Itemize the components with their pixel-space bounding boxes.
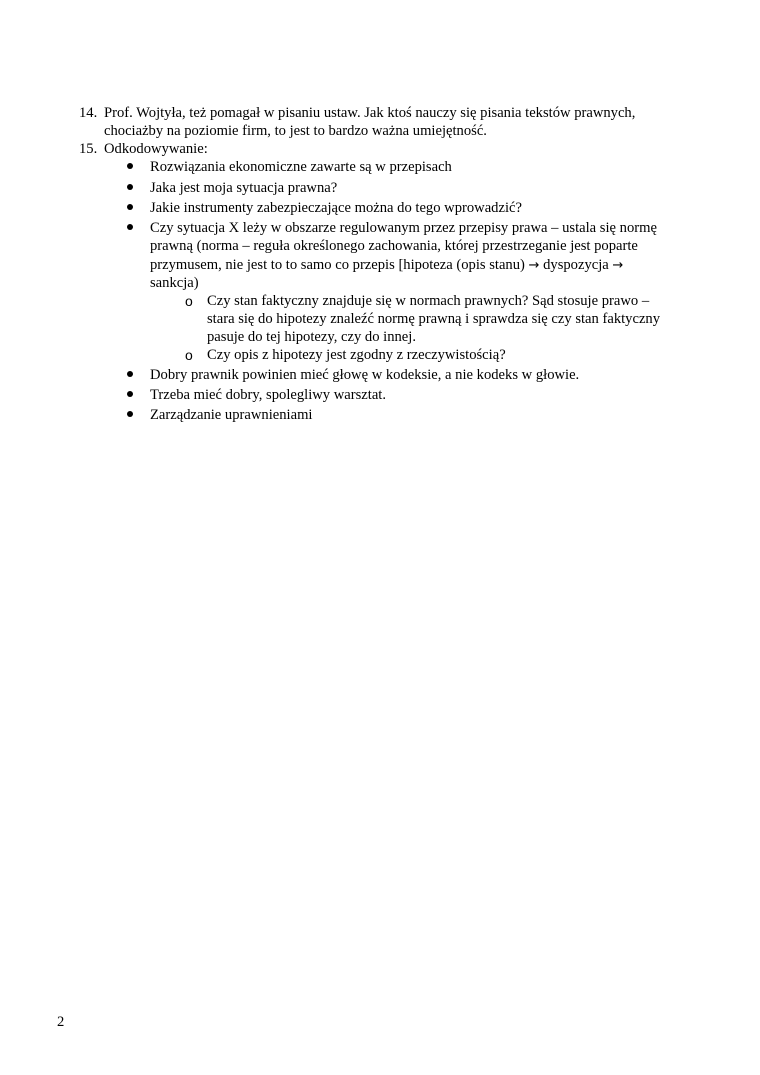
bullet-item-3: Jakie instrumenty zabezpieczające można do tego wprowadzić? [150, 200, 522, 216]
page-number: 2 [57, 1014, 65, 1030]
bullet-item-4-line-3 [150, 256, 623, 276]
bullet-item-4-line-3a: przymusem, nie jest to to samo co przepis [hipoteza (opis stanu) [150, 257, 525, 273]
subbullet-1-line-3: pasuje do tej hipotezy, czy do innej. [207, 329, 416, 345]
arrow-right-icon: → [528, 258, 540, 273]
subbullet-1-line-1: Czy stan faktyczny znajduje się w normach prawnych? Sąd stosuje prawo – [207, 293, 650, 309]
item-14-text-line-1: Prof. Wojtyła, też pomagał w pisaniu ustaw. Jak ktoś nauczy się pisania tekstów prawnych, [104, 105, 636, 121]
circle-bullet-icon: o [185, 293, 193, 309]
bullet-icon [127, 371, 133, 377]
item-15-label: Odkodowywanie: [104, 141, 208, 157]
bullet-item-6: Trzeba mieć dobry, spolegliwy warsztat. [150, 387, 387, 403]
bullet-item-4-line-1: Czy sytuacja X leży w obszarze regulowanym przez przepisy prawa – ustala się normę [150, 220, 657, 236]
list-number-15: 15. [79, 141, 98, 157]
bullet-icon [127, 224, 133, 230]
bullet-icon [127, 391, 133, 397]
arrow-right-icon: → [612, 258, 624, 273]
bullet-item-1: Rozwiązania ekonomiczne zawarte są w przepisach [150, 159, 452, 175]
bullet-icon [127, 411, 133, 417]
bullet-icon [127, 204, 133, 210]
circle-bullet-icon: o [185, 347, 193, 363]
subbullet-1-line-2: stara się do hipotezy znaleźć normę prawną i sprawdza się czy stan faktyczny [207, 311, 661, 327]
bullet-icon [127, 184, 133, 190]
bullet-item-4-line-3b: dyspozycja [543, 257, 609, 273]
item-14-text-line-2: chociażby na poziomie firm, to jest to bardzo ważna umiejętność. [104, 123, 487, 139]
bullet-item-4-line-2: prawną (norma – reguła określonego zachowania, której przestrzeganie jest poparte [150, 238, 638, 254]
bullet-item-2: Jaka jest moja sytuacja prawna? [150, 180, 338, 196]
subbullet-2: Czy opis z hipotezy jest zgodny z rzeczywistością? [207, 347, 506, 363]
bullet-item-7: Zarządzanie uprawnieniami [150, 407, 313, 423]
list-number-14: 14. [79, 105, 98, 121]
bullet-item-4-line-4: sankcja) [150, 275, 199, 291]
bullet-icon [127, 163, 133, 169]
bullet-item-5: Dobry prawnik powinien mieć głowę w kodeksie, a nie kodeks w głowie. [150, 367, 580, 383]
